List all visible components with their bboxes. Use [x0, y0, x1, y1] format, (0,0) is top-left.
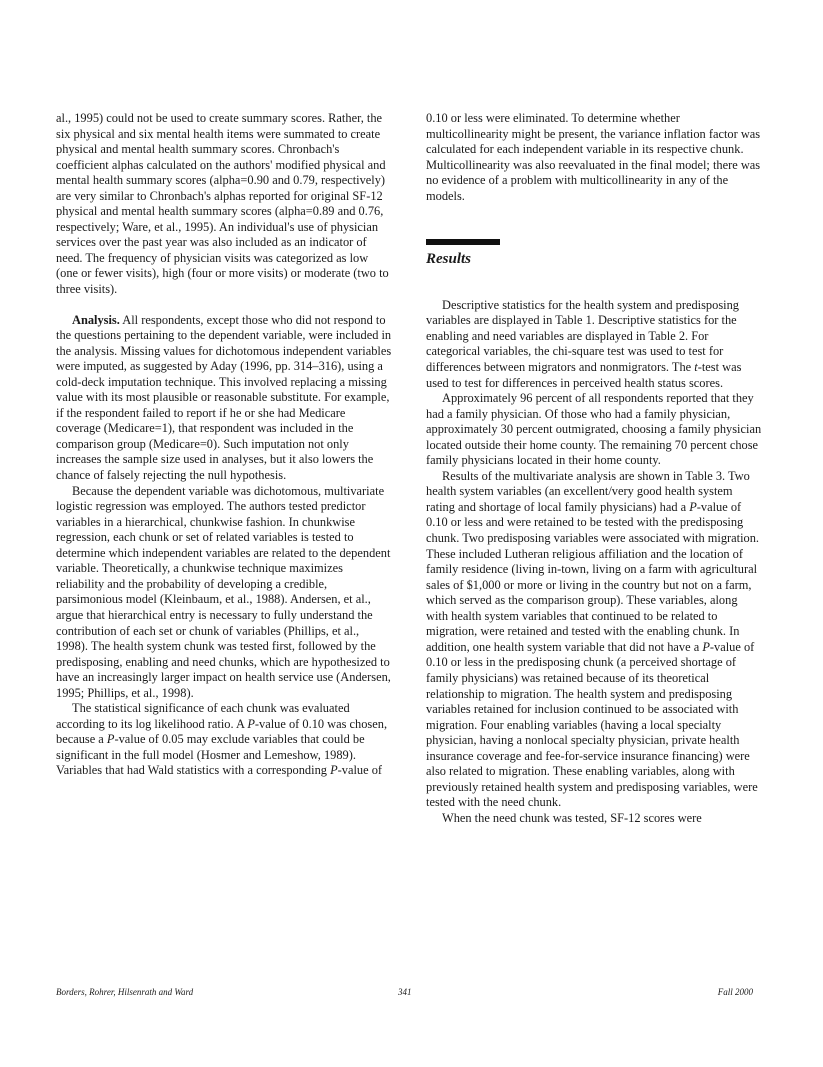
section-rule	[426, 239, 500, 245]
results-heading: Results	[426, 251, 472, 268]
paragraph-summary-scores: al., 1995) could not be used to create summary scores. Rather, the six physical and six mental health items were summated to create physical and mental health summary scores. Chronbach's coefficient alphas calculated on the authors' modified physical and mental health summary scores (alpha=0.90 and 0.79, respectively) are very similar to Chronbach's alphas reported for original SF-12 physical and mental health summary scores (alpha=0.89 and 0.76, respectively; Ware, et al., 1995). An individual's use of physician services over the past year was also included as an indicator of need. The frequency of physician visits was categorized as low (one or fewer visits), high (four or more visits) or moderate (two to three visits).	[56, 111, 389, 297]
paragraph-family-physician: Approximately 96 percent of all respondents reported that they had a family physician. Of those who had a family physician, approximately 30 percent outmigrated, choosing a family physician located outside their home county. The remaining 70 percent chose family physicians located in their home county.	[426, 391, 762, 468]
paragraph-statistical-significance: The statistical significance of each chunk was evaluated according to its log likelihood ratio. A P-value of 0.10 was chosen, because a P-value of 0.05 may exclude variables that could be significant in the full model (Hosmer and Lemeshow, 1989). Variables that had Wald statistics with a corresponding P-value of	[56, 701, 388, 778]
analysis-run-in-heading: Analysis.	[72, 312, 120, 327]
footer-issue: Fall 2000	[717, 987, 753, 997]
paragraph-multicollinearity: 0.10 or less were eliminated. To determine whether multicollinearity might be present, the variance inflation factor was calculated for each independent variable in its respective chunk. Multicollinearity was also reevaluated in the final model; there was no evidence of a problem with multicollinearity in any of the models.	[426, 111, 761, 203]
right-column	[426, 111, 762, 826]
paragraph-need-chunk: When the need chunk was tested, SF-12 scores were	[442, 810, 702, 825]
analysis-text: All respondents, except those who did not respond to the questions pertaining to the dependent variable, were included in the analysis. Missing values for dichotomous independent variables were imputed, as suggested by Aday (1996, pp. 314–316), using a cold-deck imputation technique. This involved replacing a missing value with its most plausible or reasonable substitute. For example, if the respondent failed to report if he or she had Medicare coverage (Medicare=1), that respondent was included in the comparison group (Medicare=0). Such imputation not only increases the sample size used in analyses, but it also lowers the chance of falsely rejecting the null hypothesis.	[56, 312, 392, 483]
paragraph-multivariate-results: Results of the multivariate analysis are shown in Table 3. Two health system variables (an excellent/very good health system rating and shortage of local family physicians) had a P-value of 0.10 or less and were retained to be tested with the predisposing chunk. Two predisposing variables were associated with migration. These included Lutheran religious affiliation and the location of family residence (living in-town, living on a farm with agricultural sales of $1,000 or more or living in the country but not on a farm, which served as the comparison group). These variables, along with health system variables that continued to be related to migration, were retained and tested with the enabling chunk. In addition, one health system variable that did not have a P-value of 0.10 or less in the predisposing chunk (a perceived shortage of family physicians) was retained because of its theoretical relationship to migration. The health system and predisposing variables retained for inclusion continued to be associated with migration. Four enabling variables (having a local specialty physician, having a nonlocal specialty physician, private health insurance coverage and fee-for-service insurance financing) were also related to migration. These enabling variables, along with previously retained health system and predisposing variables, were tested with the need chunk.	[426, 468, 760, 810]
paragraph-analysis	[56, 313, 392, 484]
paragraph-logistic-regression: Because the dependent variable was dichotomous, multivariate logistic regression was employed. The authors tested predictor variables in a hierarchical, chunkwise fashion. In chunkwise regression, each chunk or set of related variables is tested to determine which independent variables are related to the dependent variable. Theoretically, a chunkwise technique maximizes reliability and the probability of developing a credible, parsimonious model (Kleinbaum, et al., 1988). Andersen, et al., argue that hierarchical entry is necessary to fully understand the contribution of each set or chunk of variables (Phillips, et al., 1998). The health system chunk was tested first, followed by the predisposing, enabling and need chunks, which are hypothesized to have an increasingly larger impact on health service use (Andersen, 1995; Phillips, et al., 1998).	[56, 483, 391, 700]
paragraph-descriptive-statistics: Descriptive statistics for the health system and predisposing variables are displayed in Table 1. Descriptive statistics for the enabling and need variables are displayed in Table 2. For categorical variables, the chi-square test was used to test for differences between migrators and nonmigrators. The t-test was used to test for differences in perceived health status scores.	[426, 297, 742, 390]
page-number: 341	[398, 987, 412, 997]
left-column	[56, 111, 392, 779]
footer-authors: Borders, Rohrer, Hilsenrath and Ward	[56, 987, 194, 997]
